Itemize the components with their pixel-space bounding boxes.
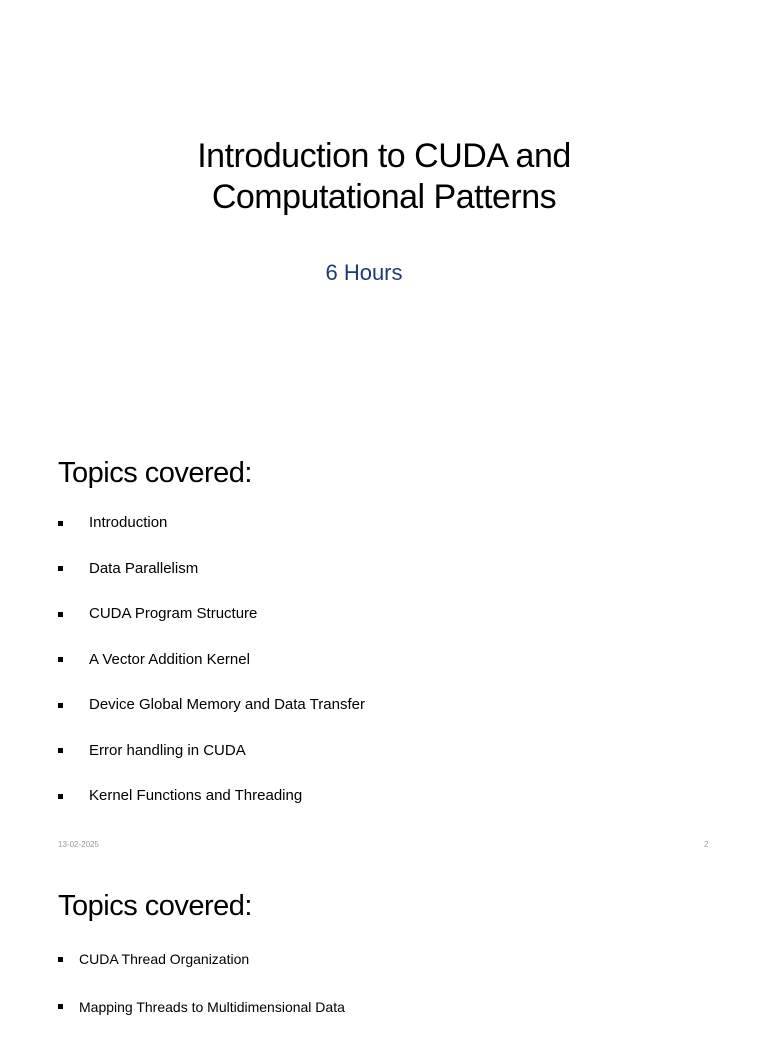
list-item <box>58 558 365 580</box>
topic-label: CUDA Program Structure <box>89 605 258 622</box>
square-bullet-icon <box>58 657 63 662</box>
topics-slide-2 <box>0 864 768 1024</box>
topic-label: CUDA Thread Organization <box>79 951 250 967</box>
duration-subtitle: 6 Hours <box>325 260 403 285</box>
title-slide <box>0 0 768 432</box>
title-line-2: Computational Patterns <box>211 178 557 216</box>
list-item <box>58 603 365 625</box>
list-item <box>58 948 345 970</box>
square-bullet-icon <box>58 794 63 799</box>
topic-label: Kernel Functions and Threading <box>89 787 303 804</box>
topic-label: Mapping Threads to Multidimensional Data <box>79 998 345 1015</box>
square-bullet-icon <box>58 748 63 753</box>
square-bullet-icon <box>58 957 63 962</box>
list-item <box>58 694 365 716</box>
topic-list <box>58 948 345 1043</box>
square-bullet-icon <box>58 566 63 571</box>
square-bullet-icon <box>58 1004 63 1009</box>
topic-list <box>58 512 365 831</box>
topic-label: Error handling in CUDA <box>89 741 246 759</box>
list-item <box>58 512 365 534</box>
title-line-1: Introduction to CUDA and <box>197 137 571 175</box>
topic-label: Introduction <box>89 514 168 531</box>
topics-heading: Topics covered: <box>58 890 252 922</box>
list-item <box>58 785 365 807</box>
topics-slide-1 <box>0 432 768 864</box>
square-bullet-icon <box>58 612 63 617</box>
slide-footer-date: 13-02-2025 <box>58 840 99 849</box>
list-item <box>58 649 365 671</box>
topic-label: A Vector Addition Kernel <box>89 650 250 668</box>
slide-page-number: 2 <box>704 840 709 849</box>
square-bullet-icon <box>58 521 63 526</box>
presentation-title <box>0 136 768 218</box>
topic-label: Device Global Memory and Data Transfer <box>89 696 365 713</box>
topics-heading: Topics covered: <box>58 457 252 489</box>
square-bullet-icon <box>58 703 63 708</box>
list-item <box>58 996 345 1018</box>
topic-label: Data Parallelism <box>89 559 199 577</box>
list-item <box>58 740 365 762</box>
